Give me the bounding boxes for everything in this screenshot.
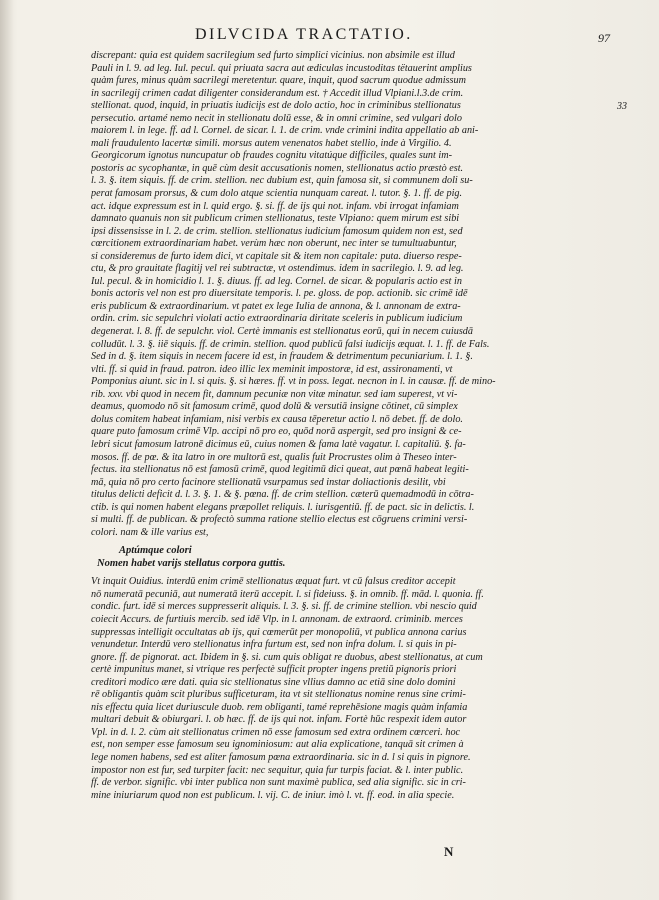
text-line: condic. furt. idē si merces suppresserit aliquis. l. 3. §. si. ff. de crimine stellion. vbi nescio quid (91, 601, 477, 613)
text-line: mosos. ff. de pœ. & ita latro in ore multorū est, qualis fuit Procrustes olim à Theseo inter- (91, 451, 457, 463)
text-line: Pomponius aiunt. sic in l. si quis. §. si hæres. ff. vt in poss. legat. necnon in l. in causæ. ff. de mino- (91, 376, 496, 388)
text-line: vlti. ff. si quid in fraud. patron. ideo illic lex meminit impostoræ, id est, assironamenti, vt (91, 363, 453, 375)
text-line: rib. xxv. vbi quod in necem fit, damnum pecuniæ non vitæ minatur. sed iam superest, vt vi- (91, 388, 458, 400)
text-line: Georgicorum ignotus nuncupatur ob fraudes cognitu vitatúque difficiles, quales sunt im- (91, 150, 452, 162)
text-line: creditori modico ære dati. quia sic stellionatus sine vllius damno ac etiā sine dolo domini (91, 676, 456, 688)
text-line: quàm fures, minus quàm sacrilegi meretentur. quare, inquit, quod sacrum quodue admissum (91, 75, 466, 87)
text-line: nis effectu quia licet duriuscule duob. rem obliganti, tamé reprehēsione magis quàm infamia (91, 701, 468, 713)
text-line: si multi. ff. de publican. & profectò summa ratione stellio electus est cōgruens crimini versi- (91, 514, 468, 526)
text-line: Sed in d. §. item siquis in necem facere id est, in fraudem & detrimentum pecuniarium. l. 1. §. (91, 351, 473, 363)
text-line: eris publicum & extraordinarium. vt patet ex lege Iulia de annona, & l. annonam de extra- (91, 300, 461, 312)
text-line: act. idque expressum est in l. quid ergo. §. si. ff. de ijs qui not. infam. vbi irrogat infamiam (91, 200, 459, 212)
text-line: colori. nam & ille varius est, (91, 526, 209, 538)
text-line: lebri sicut famosum latronē dicimus eū, cuius nomen & fama latè vagatur. l. capitaliū. §. fa- (91, 438, 466, 450)
text-line: est, non semper esse famosum seu ignominiosum: aut alia explicatione, tanquā sit crimen à (91, 739, 464, 751)
text-line: ctu, & pro grauitate flagitij vel rei subtractæ, vt ostendimus. idem in sacrilegio. l. 9. ad leg. (91, 263, 464, 275)
text-line: bonis actoris vel non est pro diuersitate temporis. l. pe. gloss. de pop. actionib. sic crimē idē (91, 288, 468, 300)
text-line: stellionat. quod, inquid, in priuatis iudicijs est de dolo actio, hoc in criminibus stellionatus (91, 100, 461, 112)
text-line: postoris ac sycophantæ, in quē cùm desit accusationis nomen, stellionatus actio præstò est. (91, 162, 464, 174)
text-line: ctib. is qui nomen habent elegans præpollet reliquis. l. iurisgentiū. ff. de pact. sic in delictis. l. (91, 501, 475, 513)
verse-line: Nomen habet varijs stellatus corpora guttis. (97, 558, 286, 570)
text-line: venundetur. Interdū vero stellionatus infra furtum est, sed non infra dolum. l. si quis in pi- (91, 639, 457, 651)
text-line: suppressas intelligit occultatas ab ijs, qui cœmerūt per monopoliū, vt publica annona carius (91, 626, 467, 638)
text-line: multari debuit & obiurgari. l. ob hæc. ff. de ijs qui not. infam. Fortè hūc respexit idem autor (91, 714, 467, 726)
text-line: gnore. ff. de pignorat. act. Ibidem in §. si. cum quis obligat re duobus, abest stellionatus, at cum (91, 651, 483, 663)
page-header (0, 26, 659, 50)
text-line: Vt inquit Ouidius. interdū enim crimē stellionatus æquat furt. vt cū falsus creditor accepit (91, 576, 456, 588)
text-line: mā, quia nō pro certo facinore stellionatū vsurpamus sed instar doliactionis desilit, vbi (91, 476, 446, 488)
text-line: Iul. pecul. & in homicidio l. 1. §. diuus. ff. ad leg. Cornel. de sicar. & popularis actio est in (91, 275, 462, 287)
text-line: ff. de verbor. signific. vbi inter publica non sunt maximè publica, sed alia signific. sic in cri- (91, 777, 466, 789)
text-line: degenerat. l. 8. ff. de sepulchr. viol. Certè immanis est stellionatus eorū, qui in necem cuiusdā (91, 326, 473, 338)
body-text (91, 50, 611, 802)
text-line: coiecit Accurs. de furtiuis mercib. sed idē Vlp. in l. annonam. de extraord. criminib. merces (91, 613, 463, 625)
body-text-top (91, 50, 611, 539)
body-text-bottom (91, 576, 611, 802)
text-line: maiorem l. in lege. ff. ad l. Cornel. de sicar. l. 1. de crim. vnde crimini indita appellatio ab ani- (91, 125, 479, 137)
margin-note-number: 33 (617, 101, 627, 112)
text-line: Vpl. in d. l. 2. cùm ait stellionatus crimen nō esse famosum sed extra ordinem cœrceri. hoc (91, 726, 461, 738)
verse-quotation (91, 545, 611, 571)
text-line: si consideremus de furto idem dici, vt capitale sit & item non capitale: puta. diuerso respe- (91, 250, 462, 262)
text-line: nō numeratā pecuniā, aut numeratā iterū accepit. l. si fideiuss. §. in omnib. ff. mād. l. quonia. ff. (91, 588, 484, 600)
text-line: discrepant: quia est quidem sacrilegium sed furto simplici vicinius. non absimile est illud (91, 50, 455, 61)
verse-line: Aptúmque colori (119, 545, 192, 557)
text-line: titulus delicti deficit d. l. 3. §. 1. & §. pœna. ff. de crim stellion. cæterū quemadmodū in cōtra- (91, 489, 474, 501)
text-line: ordin. crim. sic sepulchri violati actio extraordinaria diritate sceleris in publicum iudicium (91, 313, 463, 325)
text-line: perat famosam prorsus, & cum dolo atque scientia nunquam careat. l. tutor. §. 1. ff. de pig. (91, 188, 463, 200)
running-title: DILVCIDA TRACTATIO. (195, 26, 413, 43)
text-line: impostor non est fur, sed turpiter facit: nec sequitur, quia fur turpis faciat. & l. inter public. (91, 764, 464, 776)
text-line: colludūt. l. 3. §. iiē siquis. ff. de crimin. stellion. quod publicū falsi iudicijs æquat. l. 1. ff. de Fals. (91, 338, 490, 350)
gutter-shadow (0, 0, 14, 900)
text-line: ipsi dissensisse in l. 2. de crim. stellion. stellionatus iudicium famosum quidem non est, sed (91, 225, 463, 237)
text-line: Pauli in l. 9. ad leg. Iul. pecul. qui priuata sacra aut ædiculas incustoditas tëtauerint amplius (91, 62, 472, 74)
text-line: lege nomen habens, sed est aliter famosum pœna extraordinaria. sic in d. l si quis in pignore. (91, 751, 471, 763)
signature-mark: N (444, 844, 454, 859)
text-line: dolus comitem habeat infamiam, nisi verbis ex causa tēperetur actio l. nō debet. ff. de dolo. (91, 413, 463, 425)
text-line: certè impunitus manet, si vtrique res perfectè sufficit propter ingens pretiū pignoris priori (91, 664, 457, 676)
text-line: damnato quanuis non sit publicum crimen stellionatus, teste Vlpiano: quem mirum est sibi (91, 213, 460, 225)
text-line: l. 3. §. item siquis. ff. de crim. stellion. nec dubium est, quin famosa sit, si communem doli su- (91, 175, 473, 187)
text-line: mine iniuriarum quod non est publicum. l. vij. C. de iniur. imò l. vt. ff. eod. in alia specie. (91, 789, 455, 801)
text-line: in sacrilegij crimen cadat diligenter considerandum est. † Accedit illud Vlpiani.l.3.de crim. (91, 87, 464, 99)
text-line: fectus. ita stellionatus nō est famosū crimē, quod legitimū dici queat, aut pœnā habeat legiti- (91, 464, 469, 476)
text-line: persecutio. artamé nemo necit in stellionatu dolū esse, & in omni crimine, sed vulgari dolo (91, 112, 462, 124)
text-line: rē obligantis quàm scit pluribus sufficeturam, ita vt sit stellionatus nomine renus sine crimi- (91, 689, 466, 701)
text-line: deamus, quomodo nō sit famosum crimē, quod dolū & versutiā insigne cōtinet, cū simplex (91, 401, 458, 413)
page-number: 97 (598, 31, 610, 45)
text-line: quare puto famosum crimē Vlp. accipi nō pro eo, quōd norā aspergit, sed pro insigni & ce- (91, 426, 462, 438)
text-line: cœrcitionem extraordinariam habet. verùm hæc non oberunt, nec inter se tumultuabuntur, (91, 238, 457, 250)
text-line: mali fraudulento lacertæ simili. morsus autem venenatos habet stellio, inde à Virgilio. 4. (91, 137, 452, 149)
